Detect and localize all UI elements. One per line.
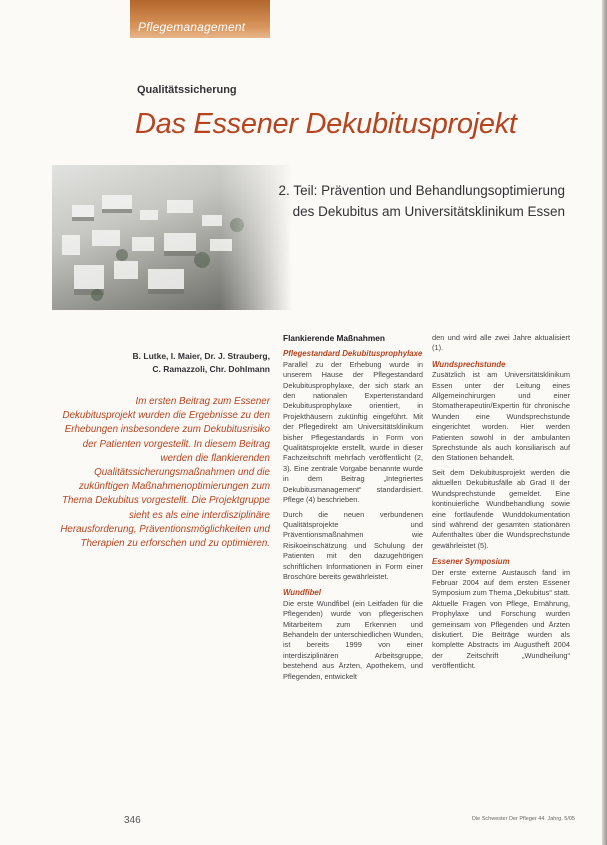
subheading: Wundfibel: [283, 588, 321, 598]
page-edge-shadow: [602, 0, 607, 845]
buildings-illustration: [52, 165, 292, 310]
lead-paragraph: Im ersten Beitrag zum Essener Dekubitusprojekt wurden die Ergebnisse zu den Erhebungen insbesondere zum Dekubitusrisiko der Patienten vorgestellt. In diesem Beitrag werden die flankierenden Qualitätssicherungsmaßnahmen und die zukünftigen Maßnahmenoptimierungen zum Thema Dekubitus vorgestellt. Die Projektgruppe sieht es als eine interdisziplinäre Herausforderung, Präventionsmöglichkeiten und Therapien zu erforschen und zu optimieren.: [60, 396, 270, 550]
campus-aerial-photo: [52, 165, 292, 310]
subheading: Pflegestandard Dekubitusprophylaxe: [283, 349, 423, 359]
authors-line: B. Lutke, I. Maier, Dr. J. Strauberg,: [132, 351, 270, 361]
subheading: Essener Symposium: [432, 557, 510, 567]
body-paragraph: Die erste Wundfibel (ein Leitfaden für die Pflegenden) wurde von pflegerischen Mitarbeitern zum Erkennen und Behandeln der unterschiedlichen Wunden, ist bereits 1999 von einer interdisziplinären Arbeitsgruppe, bestehend aus Ärzten, Apothekern, und Pflegenden, entwickelt: [283, 598, 423, 681]
page-number: 346: [124, 815, 141, 826]
article-subtitle: 2. Teil: Prävention und Behandlungsoptimierung des Dekubitus am Universitätsklinikum Essen: [278, 183, 565, 219]
body-paragraph: Durch die neuen verbundenen Qualitätsprojekte und Präventionsmaßnahmen wie Risikoeinschätzung und Schulung der Patienten mit den dazugehörigen schriftlichen Informationen in Form einer Broschüre bereits gewährleistet.: [283, 509, 423, 581]
text-column-2: [432, 333, 570, 676]
body-paragraph: Parallel zu der Erhebung wurde in unserem Hause der Pflegestandard Dekubitusprophylaxe, der sich stark an den nationalen Expertenstandard Dekubitusprophylaxe orientiert, in Projekthäusern zukünftig eingeführt. Mit der Pflegedirekt am Universitätsklinikum bisher Pflegestandards in Form von Qualitätsprojekte erstellt, wurde in dieser Fachzeitschrift mehrfach veröffentlicht (2, 3). Eine zentrale Vorgabe benannte wurde in dem Beitrag „Integriertes Dekubitusmanagement“ standardisiert. Pflege (4) beschrieben.: [283, 359, 423, 505]
section-heading: Flankierende Maßnahmen: [283, 333, 385, 343]
article-title: Das Essener Dekubitusprojekt: [135, 108, 517, 140]
body-paragraph: den und wird alle zwei Jahre aktualisiert (1).: [432, 333, 570, 353]
text-column-1: [283, 333, 423, 686]
authors-line: C. Ramazzoli, Chr. Dohlmann: [152, 364, 270, 374]
body-paragraph: Zusätzlich ist am Universitätsklinikum Essen unter der Leitung eines Allgemeinchirurgen und einer Stomatherapeutin/Expertin für chronische Wunden eine Wundsprechstunde eingerichtet worden. Hier werden Patienten sowohl in der ambulanten Sprechstunde als auch konsiliarisch auf den Stationen behandelt.: [432, 370, 570, 463]
kicker: Qualitätssicherung: [137, 84, 237, 96]
section-tab: [130, 0, 270, 38]
body-paragraph: Der erste externe Austausch fand im Februar 2004 auf dem ersten Essener Symposium zum Thema „Dekubitus“ statt. Aktuelle Fragen von Pflege, Ernährung, Prophylaxe und Forschung wurden gemeinsam von Pflegenden und Ärzten diskutiert. Die Beiträge wurden als komplette Abstracts im Augustheft 2004 der Zeitschrift „Wundheilung“ veröffentlicht.: [432, 567, 570, 671]
author-list: [112, 350, 270, 376]
section-label: Pflegemanagement: [138, 20, 246, 34]
subheading: Wundsprechstunde: [432, 359, 506, 369]
body-paragraph: Seit dem Dekubitusprojekt werden die aktuellen Dekubitusfälle ab Grad II der Wundsprechstunde gemeldet. Eine kontinuierliche Wundbehandlung sowie eine fortlaufende Wunddokumentation sind während der gesamten stationären Aufenthaltes über die Wundsprechstunde gewährleistet (5).: [432, 467, 570, 550]
journal-footer: Die Schwester Der Pfleger 44. Jahrg. 5/05: [471, 816, 575, 822]
